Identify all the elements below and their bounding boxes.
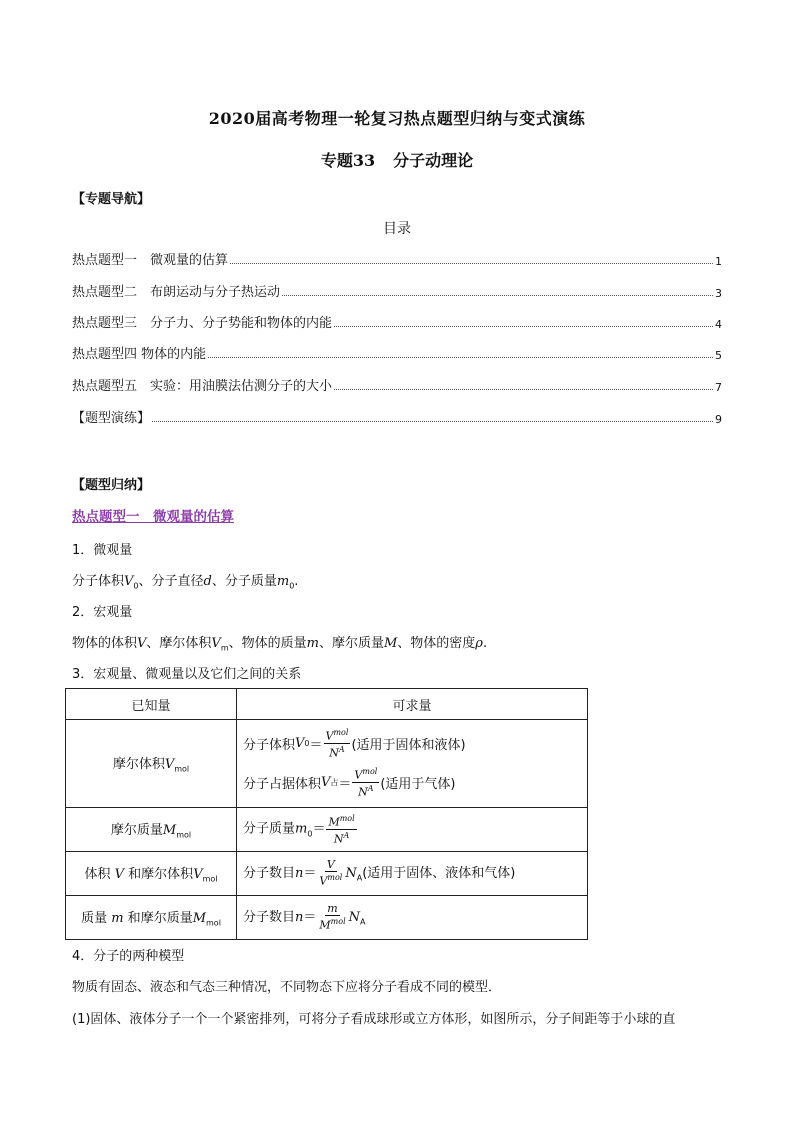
toc-item[interactable] (72, 408, 722, 426)
toc-item-page: 9 (715, 413, 722, 426)
text-span: 、物体的质量 (228, 636, 307, 651)
toc-item-label: 热点题型二 布朗运动与分子热运动 (72, 285, 281, 300)
toc-leader-dots (282, 294, 713, 296)
cell-known: 摩尔体积$V_{mol}$ (66, 720, 237, 808)
toc-item-page: 1 (715, 255, 722, 268)
table-row (66, 896, 588, 940)
toc-leader-dots (334, 325, 713, 327)
text-span: (适用于固体和液体) (351, 738, 466, 753)
fraction: $\frac{M^{mol}}{N^A}$ (328, 814, 355, 846)
table-header-row (66, 689, 588, 720)
text-span: (适用于固体、液体和气体) (362, 866, 516, 881)
subtitle-main: 分子动理论 (393, 151, 474, 170)
toc-item-label: 热点题型三 分子力、分子势能和物体的内能 (72, 316, 333, 331)
section-heading-link[interactable]: 热点题型一 微观量的估算 (72, 509, 234, 525)
text-span: 、摩尔质量 (318, 636, 384, 651)
text-span: 分子数目 (243, 866, 296, 881)
header-solve: 可求量 (237, 689, 588, 720)
toc-item-label: 热点题型一 微观量的估算 (72, 253, 229, 268)
toc-item-label: 【题型演练】 (72, 411, 151, 426)
toc-item-label: 热点题型四 物体的内能 (72, 347, 207, 362)
para-model-text: 物质有固态、液态和气态三种情况，不同物态下应将分子看成不同的模型． (72, 980, 502, 995)
table-row (66, 852, 588, 896)
fraction: $\frac{m}{M^{mol}}$ (319, 902, 346, 932)
fraction: $\frac{V^{mol}}{N^A}$ (354, 767, 378, 799)
toc-item-page: 4 (715, 318, 722, 331)
text-span: 分子占据体积 (243, 777, 322, 792)
cell-known: 体积 V 和摩尔体积$V_{mol}$ (66, 852, 237, 896)
text-span: 分子质量 (243, 822, 296, 837)
formula-line: 分子体积 V 0 ＝ $\frac{V^{mol}}{N^A}$ (适用于固体和液体) (243, 728, 466, 760)
text-span: 摩尔体积 (112, 757, 165, 773)
text-span: 分子体积 (243, 738, 296, 753)
document-subtitle (0, 148, 794, 171)
text-span: ＝ (338, 777, 352, 792)
toc-item[interactable] (72, 344, 722, 362)
para-model-solid: (1)固体、液体分子一个一个紧密排列，可将分子看成球形或立方体形，如图所示，分子间距等于小球的直 (72, 1012, 676, 1027)
toc-leader-dots (152, 420, 713, 422)
para-model-title: 4．分子的两种模型 (72, 949, 185, 964)
para-micro-title: 1．微观量 (72, 543, 133, 558)
toc-leader-dots (230, 262, 713, 264)
toc-item-page: 3 (715, 287, 722, 300)
cell-solve: 分子数目n＝ $\frac{m}{M^{mol}}$ $N_A$ (237, 896, 588, 940)
cell-known: 质量 m 和摩尔质量$M_{mol}$ (66, 896, 237, 940)
cell-solve (237, 720, 588, 808)
nav-heading: 【专题导航】 (72, 192, 151, 207)
cell-solve: 分子数目n＝ $\frac{V}{V^{mol}}$ $N_A$(适用于固体、液体和气体) (237, 852, 588, 896)
toc-leader-dots (334, 388, 713, 390)
toc-item-label: 热点题型五 实验：用油膜法估测分子的大小 (72, 379, 333, 394)
cell-solve: 分子质量$m_0=$ $\frac{M^{mol}}{N^A}$ (237, 808, 588, 852)
text-span: 分子体积 (72, 574, 125, 589)
text-span: ＝ (312, 822, 326, 837)
toc-heading: 目录 (383, 221, 411, 237)
header-known: 已知量 (66, 689, 237, 720)
table-row (66, 808, 588, 852)
text-span: ＝ (309, 738, 323, 753)
subtitle-prefix: 专题33 (320, 151, 376, 170)
toc-item[interactable] (72, 282, 722, 300)
relation-table (65, 688, 588, 940)
text-span: 摩尔质量 (140, 911, 193, 927)
text-span: 体积 (84, 867, 111, 883)
formula-line: 分子占据体积 V 占 ＝ $\frac{V^{mol}}{N^A}$ (适用于气体) (243, 767, 456, 799)
fraction: $\frac{V}{V^{mol}}$ (319, 858, 343, 888)
para-relation-title: 3．宏观量、微观量以及它们之间的关系 (72, 667, 302, 682)
cell-known: 摩尔质量$M_{mol}$ (66, 808, 237, 852)
para-macro-title: 2．宏观量 (72, 605, 133, 620)
text-span: 摩尔体积 (141, 867, 194, 883)
text-span: 质量 (81, 911, 108, 927)
document-title: 2020届高考物理一轮复习热点题型归纳与变式演练 (208, 109, 586, 128)
text-span: 物体的体积 (72, 636, 138, 651)
summary-heading: 【题型归纳】 (72, 478, 151, 493)
text-span: 和 (127, 911, 141, 927)
text-span: 、物体的密度 (397, 636, 476, 651)
text-span: ＝ (303, 866, 317, 881)
toc-item[interactable] (72, 313, 722, 331)
text-span: 、分子直径 (138, 574, 204, 589)
toc-leader-dots (208, 356, 713, 358)
toc-item[interactable] (72, 250, 722, 268)
text-span: 分子数目 (243, 910, 296, 925)
table-row (66, 720, 588, 808)
fraction: $\frac{V^{mol}}{N^A}$ (325, 728, 349, 760)
text-span: 、摩尔体积 (146, 636, 212, 651)
text-span: 摩尔质量 (110, 823, 163, 839)
text-span: 、分子质量 (211, 574, 277, 589)
text-span: ＝ (303, 910, 317, 925)
toc-item-page: 7 (715, 381, 722, 394)
toc-item[interactable] (72, 376, 722, 394)
text-span: 和 (128, 867, 142, 883)
text-span: (适用于气体) (380, 777, 456, 792)
para-macro-text: 物体的体积V、摩尔体积$V_m$、物体的质量m、摩尔质量M、物体的密度ρ. (72, 636, 488, 653)
toc-item-page: 5 (715, 349, 722, 362)
para-micro-text: 分子体积$V_0$、分子直径d、分子质量$m_0$. (72, 574, 299, 591)
